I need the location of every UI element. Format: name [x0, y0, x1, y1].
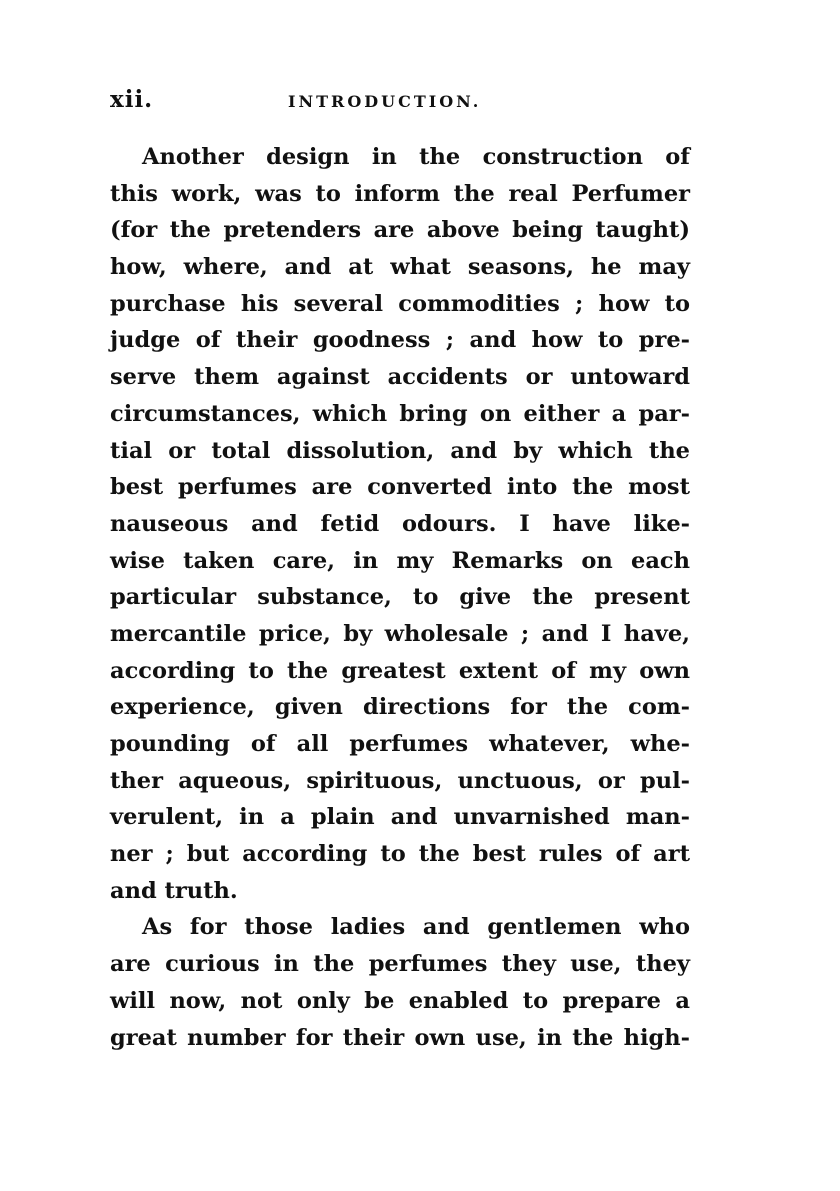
- paragraph-1: [110, 139, 690, 909]
- paragraph-2: [110, 909, 690, 1056]
- text-line: mercantile price, by wholesale ; and I have,: [110, 620, 690, 647]
- page-number: xii.: [110, 86, 154, 113]
- text-line: tial or total dissolution, and by which the: [110, 437, 690, 464]
- text-line: judge of their goodness ; and how to pre-: [110, 327, 690, 354]
- text-line: according to the greatest extent of my own: [110, 657, 690, 684]
- running-title: INTRODUCTION.: [288, 92, 482, 111]
- body-text: [110, 139, 690, 1056]
- text-line: are curious in the perfumes they use, they: [110, 951, 690, 978]
- text-line: ner ; but according to the best rules of art: [110, 841, 690, 868]
- text-line: ther aqueous, spirituous, unctuous, or pul-: [110, 767, 690, 794]
- text-line: circumstances, which bring on either a par-: [110, 400, 690, 427]
- text-line: will now, not only be enabled to prepare a: [110, 987, 690, 1014]
- text-line: nauseous and fetid odours. I have like-: [110, 510, 690, 537]
- text-line: pounding of all perfumes whatever, whe-: [110, 731, 690, 757]
- text-line: wise taken care, in my Remarks on each: [110, 547, 690, 574]
- text-line: serve them against accidents or untoward: [110, 364, 690, 391]
- text-line: best perfumes are converted into the most: [110, 474, 690, 501]
- text-line: experience, given directions for the com-: [110, 694, 690, 721]
- text-line: verulent, in a plain and unvarnished man-: [110, 804, 690, 831]
- text-line: and truth.: [110, 877, 238, 904]
- text-line: how, where, and at what seasons, he may: [110, 254, 690, 281]
- text-line: purchase his several commodities ; how to: [110, 290, 690, 317]
- text-line: this work, was to inform the real Perfumer: [110, 180, 690, 207]
- text-line: particular substance, to give the present: [110, 584, 690, 611]
- text-line: (for the pretenders are above being taught): [110, 217, 690, 244]
- text-line: great number for their own use, in the high-: [110, 1024, 690, 1051]
- text-line: As for those ladies and gentlemen who: [142, 914, 690, 941]
- text-line: Another design in the construction of: [142, 144, 690, 170]
- page-header: [110, 86, 730, 116]
